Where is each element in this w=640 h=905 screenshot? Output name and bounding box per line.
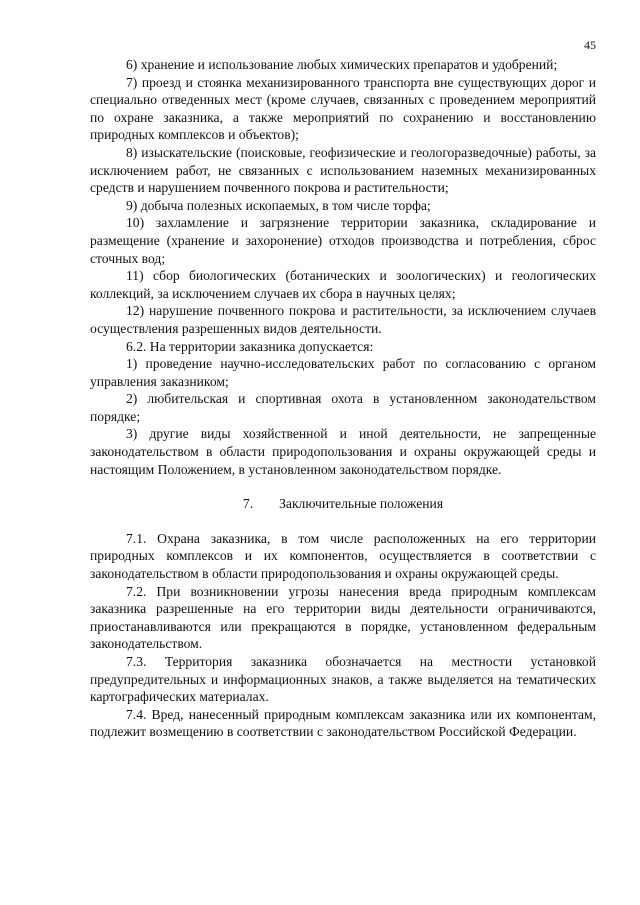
section-heading <box>90 495 596 513</box>
page-number: 45 <box>584 38 596 52</box>
clause-7-2: 7.2. При возникновении угрозы нанесения вреда природным комплексам заказника разрешенные на его территории виды деятельности ограничиваются, приостанавливаются или прекращаются в порядке, установленном федеральным законодательством. <box>90 583 596 652</box>
list-item-9: 9) добыча полезных ископаемых, в том числе торфа; <box>126 197 431 213</box>
list-item-6: 6) хранение и использование любых химических препаратов и удобрений; <box>126 57 558 72</box>
clause-7-3: 7.3. Территория заказника обозначается на местности установкой предупредительных и информационных знаков, а также выделяется на тематических картографических материалах. <box>90 654 596 705</box>
clause-7-4: 7.4. Вред, нанесенный природным комплексам заказника или их компонентам, подлежит возмещению в соответствии с законодательством Российской Федерации. <box>90 706 596 740</box>
list-item-8: 8) изыскательские (поисковые, геофизические и геологоразведочные) работы, за исключением работ, не связанных с использованием наземных механизированных средств и нарушением почвенного покрова и растительности; <box>90 144 596 196</box>
list-item-11: 11) сбор биологических (ботанических и зоологических) и геологических коллекций, за исключением случаев их сбора в научных целях; <box>90 268 596 301</box>
clause-6-2: 6.2. На территории заказника допускается: <box>126 338 374 354</box>
clause-7-1: 7.1. Охрана заказника, в том числе расположенных на его территории природных комплексов и их компонентов, осуществляется в соответствии с законодательством в области природопользования и охраны окружающей среды. <box>90 530 596 582</box>
allowed-item-2: 2) любительская и спортивная охота в установленном законодательством порядке; <box>90 391 596 424</box>
list-item-7: 7) проезд и стоянка механизированного транспорта вне существующих дорог и специально отведенных мест (кроме случаев, связанных с проведением мероприятий по охране заказника, а также мероприятий по сохранению и восстановлению природных комплексов и объектов); <box>90 74 596 143</box>
allowed-item-3: 3) другие виды хозяйственной и иной деятельности, не запрещенные законодательством в области природопользования и охраны окружающей среды и настоящим Положением, в установленном законодательством порядке. <box>90 426 596 477</box>
list-item-12: 12) нарушение почвенного покрова и растительности, за исключением случаев осуществления разрешенных видов деятельности. <box>90 303 596 336</box>
document-body <box>90 56 596 741</box>
section-number: 7. <box>242 496 254 512</box>
list-item-10: 10) захламление и загрязнение территории заказника, складирование и размещение (хранение и захоронение) отходов производства и потребления, сброс сточных вод; <box>90 215 596 266</box>
section-title: Заключительные положения <box>279 496 444 512</box>
allowed-item-1: 1) проведение научно-исследовательских работ по согласованию с органом управления заказником; <box>90 356 596 389</box>
